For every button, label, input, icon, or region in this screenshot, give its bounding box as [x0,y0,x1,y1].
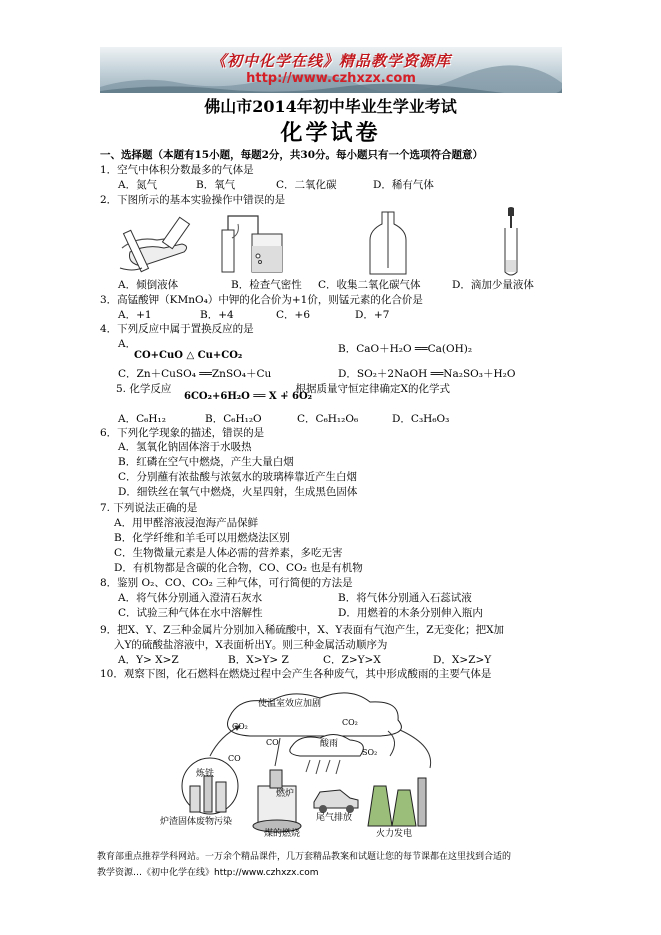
banner-slogan: 《初中化学在线》精品教学资源库 [210,52,451,70]
question-7-option-d: D．有机物都是含碳的化合物，CO、CO₂ 也是有机物 [114,562,363,574]
question-6-option-d: D．细铁丝在氧气中燃烧，火星四射，生成黑色固体 [118,486,358,498]
question-1-stem: 1．空气中体积分数最多的气体是 [100,164,254,176]
question-8-option-a: A．将气体分别通入澄清石灰水 [118,592,263,604]
figure-label-co2-b: CO₂ [342,718,358,727]
figure-label-co-b: CO [266,738,279,747]
figure-label-steel: 炼铁 [196,769,215,779]
question-2-option-a: A．倾倒液体 [118,279,179,291]
footer-promo-line2[interactable]: 教学资源…《初中化学在线》http://www.czhxzx.com [97,868,319,878]
exam-title: 佛山市2014年初中毕业生学业考试 [204,97,457,116]
question-4-option-a-label: A． [118,338,137,350]
question-2-option-b: B．检查气密性 [231,279,302,291]
question-5-option-b: B．C₆H₁₂O [205,413,262,425]
question-9-option-b: B．X>Y> Z [228,654,289,666]
question-8-option-c: C．试验三种气体在水中溶解性 [118,607,263,619]
question-2-option-d: D．滴加少量液体 [452,279,534,291]
question-5-equation: 6CO₂+6H₂O ══ X + 6O₂ [184,391,313,402]
gas-collecting-bottle-figure [368,210,408,276]
question-3-option-c: C．+6 [276,309,311,321]
dropper-test-tube-figure [496,206,526,278]
figure-label-acid-rain: 酸雨 [320,739,339,749]
question-9-option-c: C．Z>Y>X [323,654,381,666]
question-3-option-b: B．+4 [200,309,234,321]
question-5-option-c: C．C₆H₁₂O₆ [297,413,359,425]
question-9-option-d: D．X>Z>Y [433,654,492,666]
question-6-stem: 6．下列化学现象的描述，错误的是 [100,427,265,439]
banner-url-link[interactable]: http://www.czhxzx.com [246,71,416,86]
figure-label-greenhouse: 使温室效应加剧 [258,699,322,709]
question-4-stem: 4．下列反应中属于置换反应的是 [100,323,254,335]
question-9-stem-line2: 入Y的硫酸盐溶液中，X表面析出Y。则三种金属活动顺序为 [114,639,388,651]
question-7-option-b: B．化学纤维和羊毛可以用燃烧法区别 [114,532,290,544]
question-5-option-d: D．C₃H₆O₃ [392,413,450,425]
question-5-stem-prefix: 5. 化学反应 [116,383,172,395]
exam-subtitle: 化学试卷 [280,120,381,146]
question-3-option-a: A．+1 [118,309,152,321]
question-9-stem-line1: 9．把X、Y、Z三种金属片分别加入稀硫酸中，X、Y表面有气泡产生，Z无变化；把X加 [100,624,505,636]
question-7-option-a: A．用甲醛溶液浸泡海产品保鲜 [114,517,259,529]
question-1-option-b: B．氧气 [196,179,236,191]
question-3-stem: 3．高锰酸钾（KMnO₄）中钾的化合价为+1价，则锰元素的化合价是 [100,294,423,306]
figure-label-so2: SO₂ [362,748,378,757]
question-4-option-b: B．CaO＋H₂O ══Ca(OH)₂ [338,343,473,355]
figure-label-power: 火力发电 [376,829,413,839]
figure-label-ash: 煤的燃烧 [264,829,301,839]
question-8-option-b: B．将气体分别通入石蕊试液 [338,592,472,604]
figure-label-boiler: 燃炉 [276,789,295,799]
question-4-option-c: C．Zn＋CuSO₄ ══ZnSO₄＋Cu [118,368,272,380]
figure-label-co2-a: CO₂ [232,722,248,731]
header-banner [100,47,562,93]
question-8-stem: 8．鉴别 O₂、CO、CO₂ 三种气体，可行简便的方法是 [100,577,353,589]
question-2-stem: 2．下图所示的基本实验操作中错误的是 [100,194,286,206]
question-4-option-d: D．SO₂＋2NaOH ══Na₂SO₃＋H₂O [338,368,516,380]
question-8-option-d: D．用燃着的木条分别伸入瓶内 [338,607,483,619]
question-1-option-a: A．氮气 [118,179,158,191]
question-5-option-a: A．C₆H₁₂ [118,413,166,425]
airtightness-figure [218,210,290,276]
question-7-option-c: C．生物微量元素是人体必需的营养素，多吃无害 [114,547,343,559]
question-6-option-a: A．氢氧化钠固体溶于水吸热 [118,441,252,453]
question-3-option-d: D．+7 [355,309,390,321]
question-6-option-b: B．红磷在空气中燃烧，产生大量白烟 [118,456,294,468]
question-10-stem: 10．观察下图，化石燃料在燃烧过程中会产生各种废气，其中形成酸雨的主要气体是 [100,668,492,680]
question-5-stem-suffix: ，根据质量守恒定律确定X的化学式 [285,383,450,395]
pour-liquid-figure [112,208,202,276]
section-heading: 一、选择题（本题有15小题，每题2分，共30分。每小题只有一个选项符合题意） [100,149,484,161]
footer-promo-line1: 教育部重点推荐学科网站。一万余个精品课件，几万套精品教案和试题让您的每节课都在这里找到合适的 [97,852,512,862]
question-4-option-a-equation: CO+CuO △ Cu+CO₂ [134,350,243,361]
figure-label-exhaust: 尾气排放 [316,813,353,823]
question-1-option-c: C．二氧化碳 [276,179,337,191]
question-2-option-c: C．收集二氧化碳气体 [318,279,421,291]
question-1-option-d: D．稀有气体 [373,179,434,191]
figure-label-residue: 炉渣固体废物污染 [160,817,233,827]
question-9-option-a: A．Y> X>Z [118,654,179,666]
question-6-option-c: C．分别蘸有浓盐酸与浓氨水的玻璃棒靠近产生白烟 [118,471,358,483]
figure-label-co-a: CO [228,754,241,763]
question-7-stem: 7. 下列说法正确的是 [100,502,198,514]
